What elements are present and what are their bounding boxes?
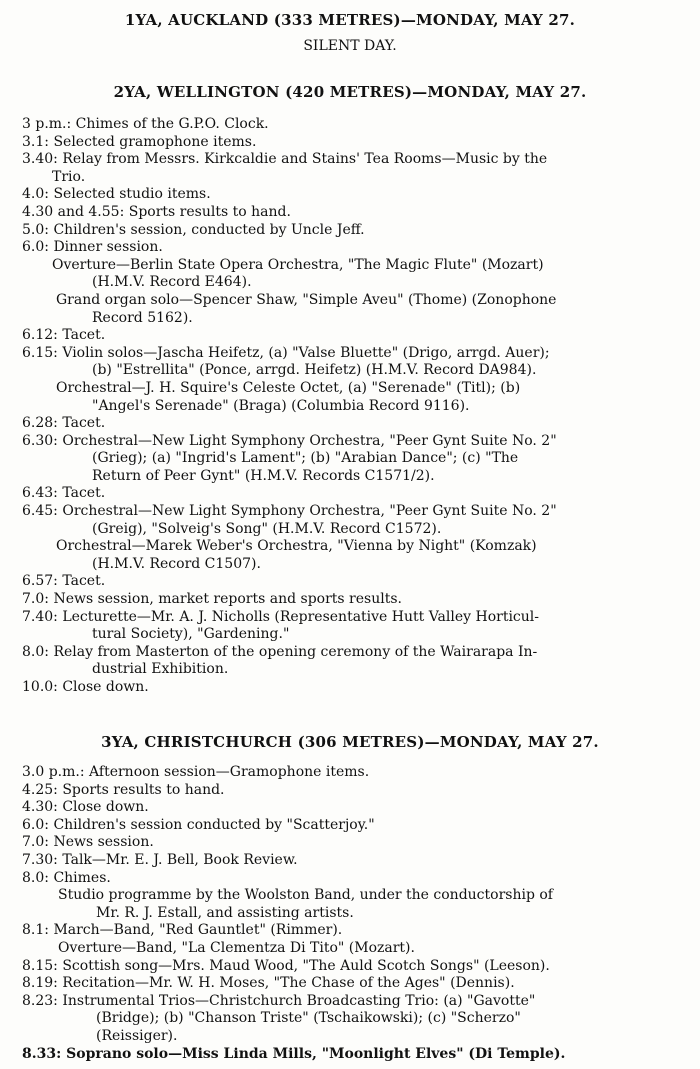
entry-time: 6.28:	[22, 415, 63, 432]
schedule-entry	[22, 852, 690, 870]
entry-text: Chimes.	[53, 869, 111, 886]
entry-time: 6.30:	[22, 432, 63, 449]
entry-time: 7.30:	[22, 851, 63, 868]
entry-time: 7.0:	[22, 591, 54, 608]
entry-text: Tacet.	[62, 415, 106, 432]
schedule-continuation: Overture—Berlin State Opera Orchestra, "The Magic Flute" (Mozart)	[52, 256, 544, 273]
section-heading: 1YA, AUCKLAND (333 METRES)—MONDAY, MAY 27.	[124, 11, 576, 29]
schedule-entry	[22, 799, 690, 817]
schedule-entry	[22, 1046, 690, 1064]
entry-text: Afternoon session—Gramophone items.	[89, 764, 370, 780]
schedule-entry	[22, 922, 690, 940]
entry-time: 4.30:	[22, 799, 63, 816]
entry-time: 6.12:	[22, 327, 63, 344]
entry-time: 3 p.m.:	[22, 116, 76, 132]
section-subheading: SILENT DAY.	[303, 38, 397, 54]
schedule-continuation: Trio.	[52, 168, 86, 185]
schedule-continuation: (Greig), "Solveig's Song" (H.M.V. Record C1572).	[92, 520, 442, 537]
schedule-entry	[22, 151, 690, 169]
entry-time: 7.0:	[22, 834, 54, 851]
schedule-continuation: Orchestral—Marek Weber's Orchestra, "Vienna by Night" (Komzak)	[56, 538, 537, 555]
entry-text: Chimes of the G.P.O. Clock.	[75, 116, 269, 132]
entry-text: Violin solos—Jascha Heifetz, (a) "Valse Bluette" (Drigo, arrgd. Auer);	[62, 344, 550, 361]
schedule-entry	[22, 975, 690, 993]
schedule-list	[22, 764, 690, 1063]
schedule-continuation: (Grieg); (a) "Ingrid's Lament"; (b) "Arabian Dance"; (c) "The	[92, 450, 519, 467]
entry-text: Children's session, conducted by Uncle Jeff.	[53, 221, 365, 238]
schedule-entry	[22, 609, 690, 627]
entry-time: 8.33:	[22, 1045, 67, 1062]
section-2ya	[0, 82, 700, 695]
entry-time: 8.1:	[22, 922, 54, 939]
schedule-entry	[22, 222, 690, 240]
entry-time: 6.0:	[22, 239, 54, 256]
entry-text: Tacet.	[62, 485, 106, 502]
schedule-continuation: (Bridge); (b) "Chanson Triste" (Tschaikowski); (c) "Scherzo"	[96, 1010, 521, 1027]
schedule-entry	[22, 134, 690, 152]
schedule-continuation: (Reissiger).	[96, 1027, 178, 1044]
entry-time: 4.25:	[22, 781, 63, 798]
entry-text: Selected gramophone items.	[53, 133, 257, 150]
entry-time: 8.15:	[22, 957, 63, 974]
schedule-continuation: Orchestral—J. H. Squire's Celeste Octet, (a) "Serenade" (Titl); (b)	[56, 379, 521, 396]
entry-text: Talk—Mr. E. J. Bell, Book Review.	[62, 851, 298, 868]
entry-time: 8.19:	[22, 975, 63, 992]
entry-time: 7.40:	[22, 608, 63, 625]
entry-text: Sports results to hand.	[62, 781, 225, 798]
schedule-entry	[22, 679, 690, 697]
schedule-continuation: (H.M.V. Record E464).	[92, 274, 252, 291]
schedule-continuation: Mr. R. J. Estall, and assisting artists.	[96, 904, 354, 921]
schedule-continuation: tural Society), "Gardening."	[92, 626, 290, 643]
entry-time: 5.0:	[22, 221, 54, 238]
schedule-entry	[22, 834, 690, 852]
entry-text: Selected studio items.	[53, 186, 211, 203]
section-3ya	[0, 732, 700, 1062]
entry-time: 3.40:	[22, 151, 63, 168]
schedule-entry	[22, 485, 690, 503]
schedule-entry	[22, 870, 690, 888]
entry-text: Relay from Masterton of the opening ceremony of the Wairarapa In-	[53, 643, 538, 660]
schedule-entry	[22, 817, 690, 835]
entry-text: March—Band, "Red Gauntlet" (Rimmer).	[53, 922, 343, 939]
entry-text: News session.	[53, 834, 154, 851]
schedule-entry	[22, 958, 690, 976]
entry-text: Sports results to hand.	[128, 203, 291, 220]
schedule-entry	[22, 573, 690, 591]
entry-time: 8.0:	[22, 869, 54, 886]
entry-text: Orchestral—New Light Symphony Orchestra, "Peer Gynt Suite No. 2"	[62, 503, 557, 520]
entry-text: News session, market reports and sports results.	[53, 591, 402, 608]
entry-time: 8.23:	[22, 992, 63, 1009]
schedule-continuation: (H.M.V. Record C1507).	[92, 555, 261, 572]
schedule-entry	[22, 204, 690, 222]
section-heading: 3YA, CHRISTCHURCH (306 METRES)—MONDAY, MAY 27.	[101, 733, 599, 751]
entry-time: 6.43:	[22, 485, 63, 502]
schedule-entry	[22, 327, 690, 345]
schedule-continuation: (b) "Estrellita" (Ponce, arrgd. Heifetz) (H.M.V. Record DA984).	[92, 362, 537, 379]
entry-text: Lecturette—Mr. A. J. Nicholls (Representative Hutt Valley Horticul-	[62, 608, 539, 625]
entry-time: 3.0 p.m.:	[22, 764, 90, 780]
entry-text: Tacet.	[62, 573, 106, 590]
schedule-entry	[22, 764, 690, 782]
schedule-entry	[22, 993, 690, 1011]
entry-time: 4.30 and 4.55:	[22, 203, 129, 220]
schedule-continuation: "Angel's Serenade" (Braga) (Columbia Record 9116).	[92, 397, 470, 414]
schedule-entry	[22, 433, 690, 451]
entry-time: 6.0:	[22, 816, 54, 833]
schedule-continuation: Studio programme by the Woolston Band, under the conductorship of	[58, 887, 553, 904]
entry-time: 6.57:	[22, 573, 63, 590]
entry-text: Tacet.	[62, 327, 106, 344]
schedule-continuation: Overture—Band, "La Clementza Di Tito" (Mozart).	[58, 939, 415, 956]
schedule-entry	[22, 591, 690, 609]
schedule-continuation: dustrial Exhibition.	[92, 661, 229, 678]
entry-time: 3.1:	[22, 133, 54, 150]
entry-text: Orchestral—New Light Symphony Orchestra, "Peer Gynt Suite No. 2"	[62, 432, 557, 449]
schedule-continuation: Return of Peer Gynt" (H.M.V. Records C1571/2).	[92, 467, 435, 484]
entry-time: 8.0:	[22, 643, 54, 660]
entry-text: Children's session conducted by "Scatterjoy."	[53, 816, 375, 833]
schedule-entry	[22, 782, 690, 800]
schedule-entry	[22, 415, 690, 433]
entry-text: Dinner session.	[53, 239, 163, 256]
schedule-entry	[22, 239, 690, 257]
entry-text: Recitation—Mr. W. H. Moses, "The Chase of the Ages" (Dennis).	[62, 975, 515, 992]
entry-text: Instrumental Trios—Christchurch Broadcasting Trio: (a) "Gavotte"	[62, 992, 536, 1009]
schedule-entry	[22, 345, 690, 363]
entry-time: 6.15:	[22, 344, 63, 361]
section-heading: 2YA, WELLINGTON (420 METRES)—MONDAY, MAY 27.	[113, 83, 587, 101]
schedule-continuation: Record 5162).	[92, 309, 193, 326]
schedule-entry	[22, 644, 690, 662]
schedule-entry	[22, 186, 690, 204]
entry-text: Relay from Messrs. Kirkcaldie and Stains' Tea Rooms—Music by the	[62, 151, 548, 168]
entry-time: 10.0:	[22, 679, 63, 695]
entry-text: Scottish song—Mrs. Maud Wood, "The Auld Scotch Songs" (Leeson).	[62, 957, 550, 974]
schedule-list	[22, 116, 690, 697]
schedule-continuation: Grand organ solo—Spencer Shaw, "Simple Aveu" (Thome) (Zonophone	[56, 291, 557, 308]
section-1ya	[0, 10, 700, 56]
entry-time: 6.45:	[22, 503, 63, 520]
entry-text: Close down.	[62, 799, 149, 816]
schedule-entry	[22, 503, 690, 521]
entry-text: Soprano solo—Miss Linda Mills, "Moonlight Elves" (Di Temple).	[66, 1045, 566, 1062]
entry-time: 4.0:	[22, 186, 54, 203]
entry-text: Close down.	[62, 679, 149, 695]
schedule-entry	[22, 116, 690, 134]
